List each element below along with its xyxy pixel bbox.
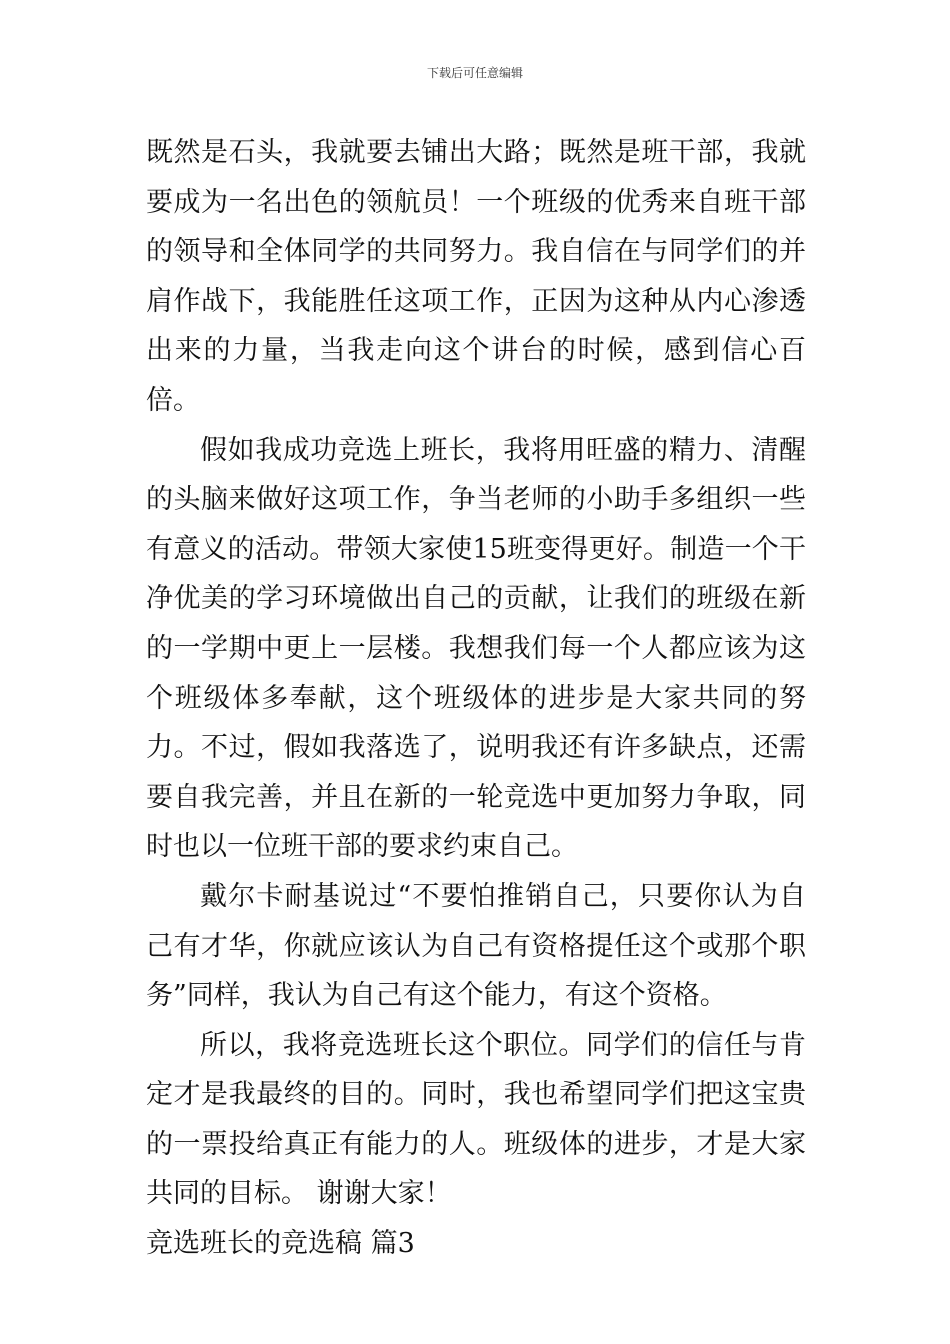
section-heading: 竞选班长的竞选稿 篇3 [146, 1228, 415, 1260]
paragraph-3: 戴尔卡耐基说过“不要怕推销自己，只要你认为自己有才华，你就应该认为自己有资格提任这个或那个职务”同样，我认为自己有这个能力，有这个资格。 [146, 880, 806, 1012]
paragraph-2: 假如我成功竞选上班长，我将用旺盛的精力、清醒的头脑来做好这项工作，争当老师的小助手多组织一些有意义的活动。带领大家使15班变得更好。制造一个干净优美的学习环境做出自己的贡献，让我们的班级在新的一学期中更上一层楼。我想我们每一个人都应该为这个班级体多奉献，这个班级体的进步是大家共同的努力。不过，假如我落选了，说明我还有许多缺点，还需要自我完善，并且在新的一轮竞选中更加努力争取，同时也以一位班干部的要求约束自己。 [146, 434, 806, 863]
document-body [146, 128, 806, 1269]
paragraph-1: 既然是石头，我就要去铺出大路；既然是班干部，我就要成为一名出色的领航员！一个班级的优秀来自班干部的领导和全体同学的共同努力。我自信在与同学们的并肩作战下，我能胜任这项工作，正因为这种从内心渗透出来的力量，当我走向这个讲台的时候，感到信心百倍。 [146, 137, 806, 416]
page-header: 下载后可任意编辑 [426, 66, 523, 80]
paragraph-4: 所以，我将竞选班长这个职位。同学们的信任与肯定才是我最终的目的。同时，我也希望同学们把这宝贵的一票投给真正有能力的人。班级体的进步，才是大家共同的目标。 谢谢大家！ [146, 1029, 806, 1210]
